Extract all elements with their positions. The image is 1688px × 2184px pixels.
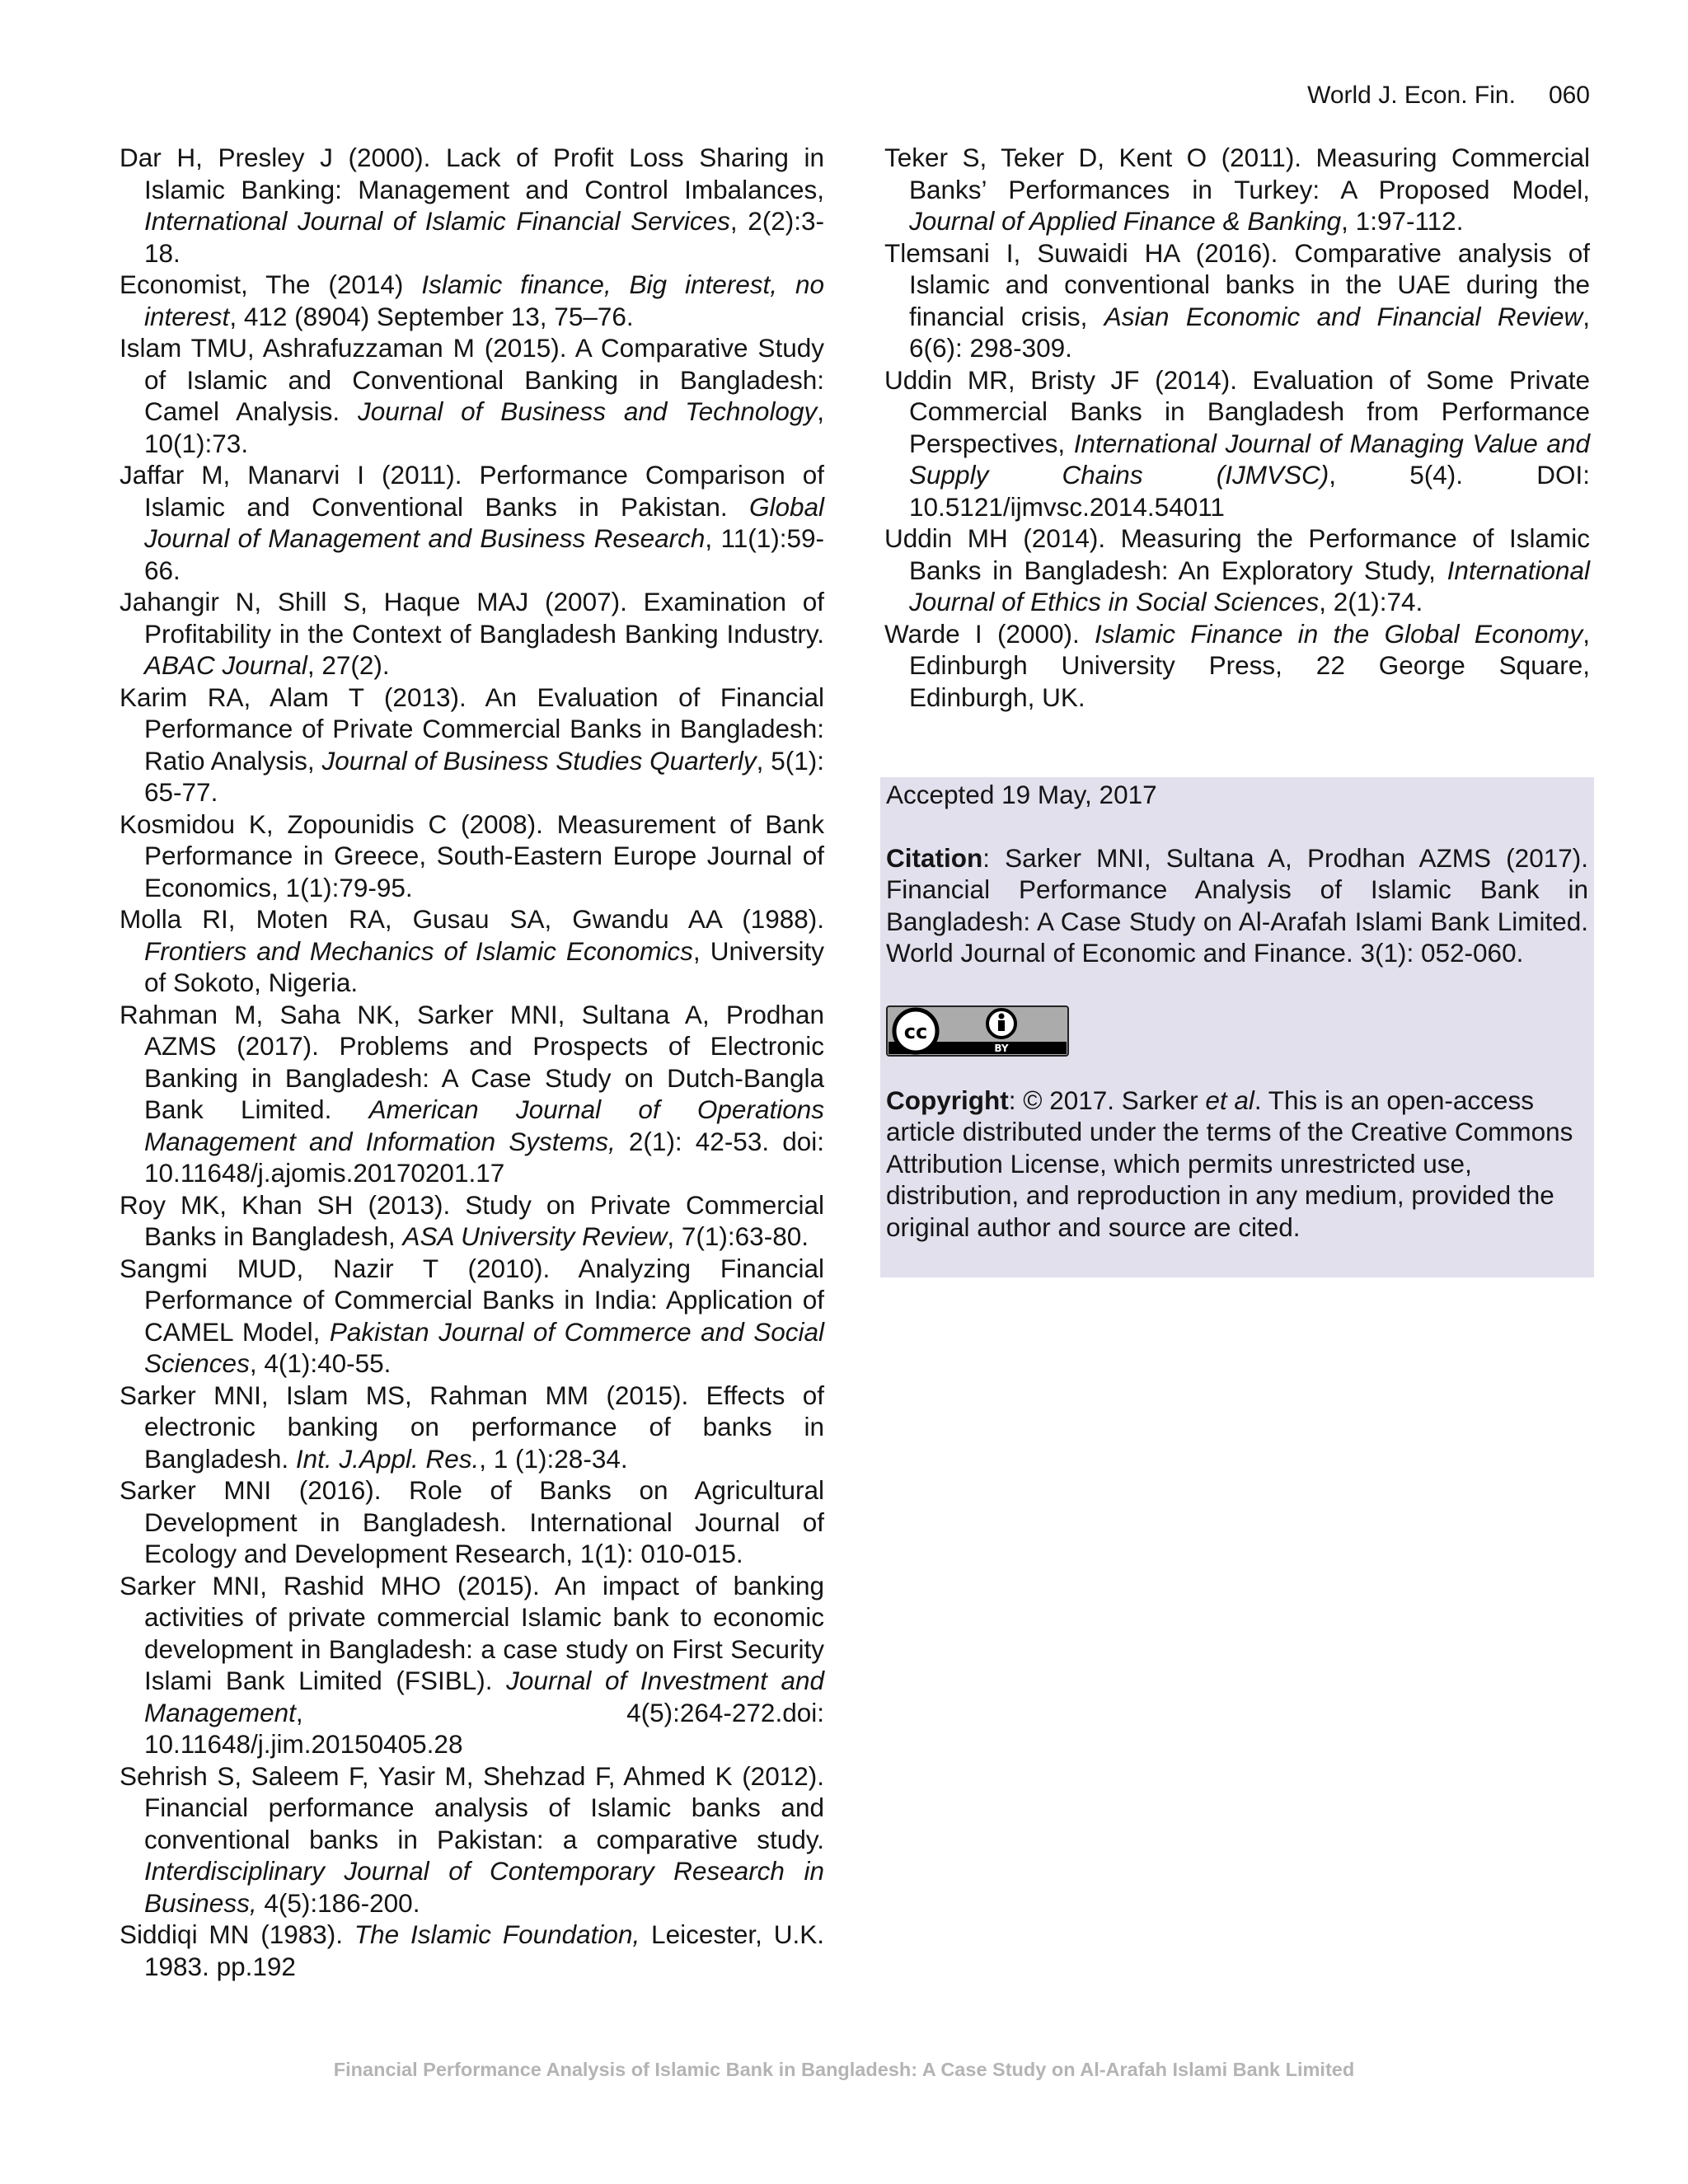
- citation-text: : Sarker MNI, Sultana A, Prodhan AZMS (2017). Financial Performance Analysis of Islamic Bank in Bangladesh: A Case Study on Al-Arafah Islami Bank Limited. World Journal of Economic and Finance. 3(1): 052-060.: [886, 842, 1588, 968]
- citation-label: Citation: [886, 842, 983, 873]
- reference-entry: Sarker MNI (2016). Role of Banks on Agricultural Development in Bangladesh. International Journal of Ecology and Development Research, 1(1): 010-015.: [120, 1475, 824, 1568]
- reference-entry: Sarker MNI, Islam MS, Rahman MM (2015). Effects of electronic banking on performance of banks in Bangladesh. Int. J.Appl. Res., 1 (1):28-34.: [120, 1380, 824, 1474]
- journal-abbrev: World J. Econ. Fin.: [1307, 82, 1516, 109]
- cc-by-icon: [886, 1005, 1069, 1057]
- reference-entry: Siddiqi MN (1983). The Islamic Foundation, Leicester, U.K. 1983. pp.192: [120, 1919, 824, 1981]
- reference-entry: Uddin MH (2014). Measuring the Performance of Islamic Banks in Bangladesh: An Exploratory Study, International Journal of Ethics in Social Sciences, 2(1):74.: [884, 523, 1590, 616]
- running-header: [1307, 80, 1590, 111]
- reference-entry: Jahangir N, Shill S, Haque MAJ (2007). Examination of Profitability in the Context of Bangladesh Banking Industry. ABAC Journal, 27(2).: [120, 587, 824, 680]
- cc-by-license-badge[interactable]: [886, 1005, 1069, 1057]
- reference-entry: Molla RI, Moten RA, Gusau SA, Gwandu AA (1988). Frontiers and Mechanics of Islamic Economics, University of Sokoto, Nigeria.: [120, 904, 824, 997]
- reference-entry: Warde I (2000). Islamic Finance in the Global Economy, Edinburgh University Press, 22 George Square, Edinburgh, UK.: [884, 618, 1591, 712]
- reference-entry: Uddin MR, Bristy JF (2014). Evaluation of Some Private Commercial Banks in Bangladesh from Performance Perspectives, International Journal of Managing Value and Supply Chains (IJMVSC), 5(4). DOI: 10.5121/ijmvsc.2014.54011: [884, 364, 1590, 522]
- reference-entry: Rahman M, Saha NK, Sarker MNI, Sultana A, Prodhan AZMS (2017). Problems and Prospects of Electronic Banking in Bangladesh: A Case Study on Dutch-Bangla Bank Limited. American Journal of Operations Management and Information Systems, 2(1): 42-53. doi: 10.11648/j.ajomis.20170201.17: [120, 999, 824, 1188]
- et-al: et al: [1205, 1085, 1254, 1115]
- svg-text:cc: cc: [903, 1019, 928, 1043]
- running-footer: Financial Performance Analysis of Islamic Bank in Bangladesh: A Case Study on Al-Arafah Islami Bank Limited: [333, 2059, 1355, 2080]
- reference-entry: Sarker MNI, Rashid MHO (2015). An impact of banking activities of private commercial Islamic bank to economic development in Bangladesh: a case study on First Security Islami Bank Limited (FSIBL). Journal of Investment and Management, 4(5):264-272.doi: 10.11648/j.jim.20150405.28: [120, 1570, 824, 1759]
- references-left-column: [120, 142, 824, 1982]
- reference-entry: Jaffar M, Manarvi I (2011). Performance Comparison of Islamic and Conventional Banks in Pakistan. Global Journal of Management and Business Research, 11(1):59-66.: [120, 460, 825, 585]
- reference-entry: Sangmi MUD, Nazir T (2010). Analyzing Financial Performance of Commercial Banks in India: Application of CAMEL Model, Pakistan Journal of Commerce and Social Sciences, 4(1):40-55.: [120, 1253, 824, 1378]
- svg-text:BY: BY: [994, 1042, 1009, 1054]
- reference-entry: Sehrish S, Saleem F, Yasir M, Shehzad F, Ahmed K (2012). Financial performance analysis of Islamic banks and conventional banks in Pakistan: a comparative study. Interdisciplinary Journal of Contemporary Research in Business, 4(5):186-200.: [120, 1760, 824, 1918]
- reference-entry: Roy MK, Khan SH (2013). Study on Private Commercial Banks in Bangladesh, ASA University Review, 7(1):63-80.: [120, 1189, 824, 1251]
- citation: [886, 842, 1588, 969]
- reference-entry: Islam TMU, Ashrafuzzaman M (2015). A Comparative Study of Islamic and Conventional Banking in Bangladesh: Camel Analysis. Journal of Business and Technology, 10(1):73.: [120, 333, 824, 458]
- reference-entry: Dar H, Presley J (2000). Lack of Profit Loss Sharing in Islamic Banking: Management and Control Imbalances, International Journal of Islamic Financial Services, 2(2):3-18.: [120, 143, 824, 268]
- reference-entry: Tlemsani I, Suwaidi HA (2016). Comparative analysis of Islamic and conventional banks in the UAE during the financial crisis, Asian Economic and Financial Review, 6(6): 298-309.: [884, 237, 1590, 363]
- reference-entry: Economist, The (2014) Islamic finance, Big interest, no interest, 412 (8904) September 13, 75–76.: [120, 269, 824, 331]
- copyright-label: Copyright: [886, 1085, 1009, 1115]
- reference-entry: Teker S, Teker D, Kent O (2011). Measuring Commercial Banks’ Performances in Turkey: A Proposed Model, Journal of Applied Finance & Banking, 1:97-112.: [884, 143, 1590, 236]
- article-info-box: [880, 777, 1594, 1277]
- page-number: 060: [1548, 82, 1590, 109]
- reference-entry: Karim RA, Alam T (2013). An Evaluation of Financial Performance of Private Commercial Banks in Bangladesh: Ratio Analysis, Journal of Business Studies Quarterly, 5(1): 65-77.: [120, 682, 824, 807]
- accepted-date: Accepted 19 May, 2017: [886, 780, 1157, 809]
- copyright-notice: Copyright: © 2017. Sarker et al. This is an open-access article distributed under the terms of the Creative Commons Attribution License, which permits unrestricted use, distribution, and reproduction in any medium, provided the original author and source are cited.: [886, 1085, 1573, 1242]
- references-right-column: [884, 142, 1590, 713]
- reference-entry: Kosmidou K, Zopounidis C (2008). Measurement of Bank Performance in Greece, South-Eastern Europe Journal of Economics, 1(1):79-95.: [120, 808, 824, 902]
